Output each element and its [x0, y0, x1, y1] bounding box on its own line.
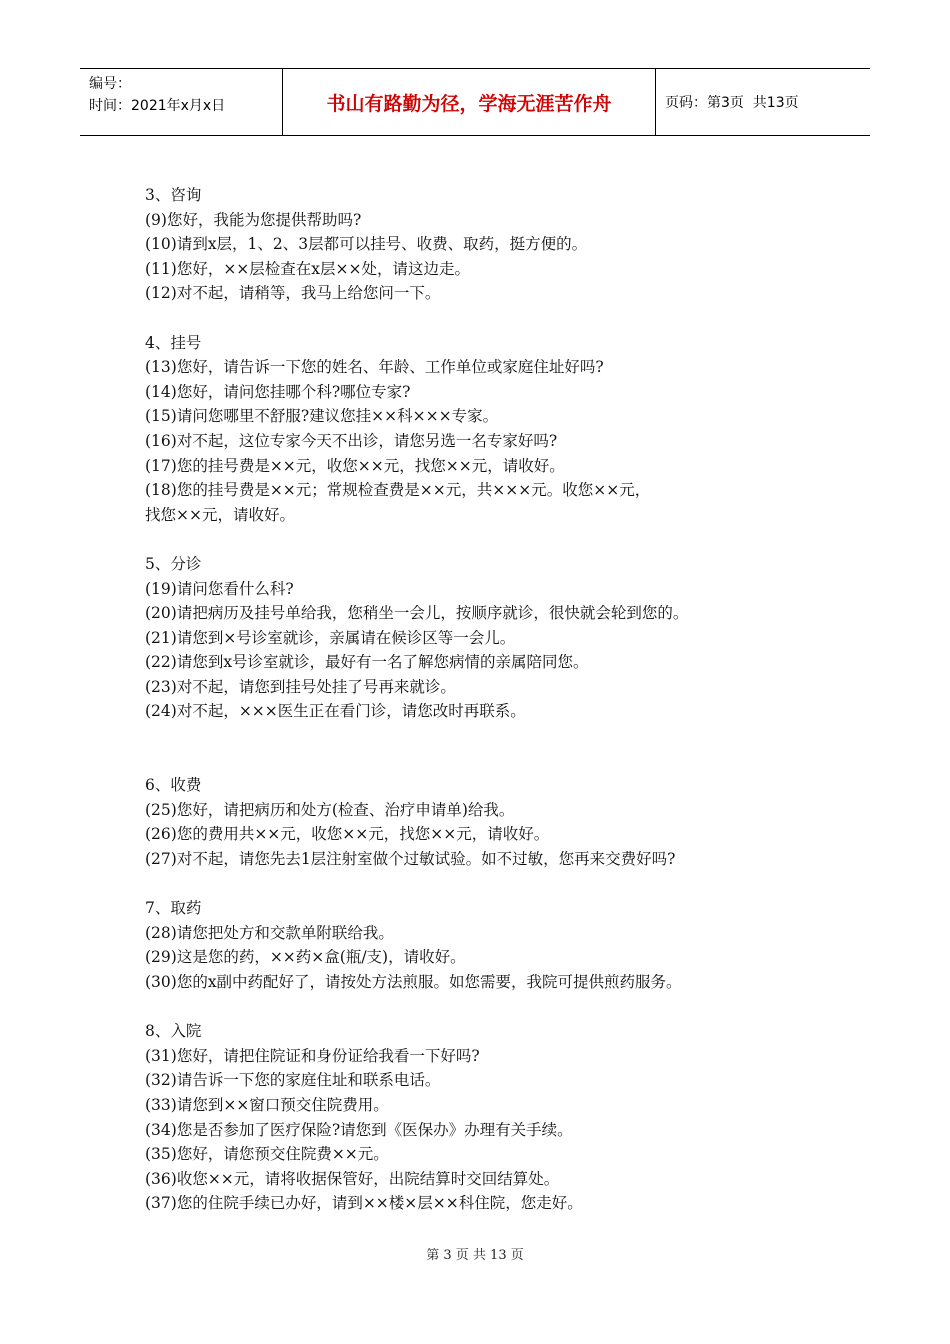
text-line: (12)对不起，请稍等，我马上给您问一下。: [145, 284, 441, 303]
text-line: (17)您的挂号费是××元，收您××元，找您××元，请收好。: [145, 456, 565, 475]
section-spacer: [145, 527, 835, 552]
section-spacer: [145, 724, 835, 773]
text-line: (16)对不起，这位专家今天不出诊，请您另选一名专家好吗?: [145, 431, 558, 450]
text-line: (27)对不起，请您先去1层注射室做个过敏试验。如不过敏，您再来交费好吗?: [145, 850, 676, 869]
header-motto: 书山有路勤为径，学海无涯苦作舟: [326, 92, 612, 115]
section-spacer: [145, 306, 835, 331]
document-date-label: 时间：2021年x月x日: [89, 98, 226, 114]
text-line: (36)收您××元，请将收据保管好，出院结算时交回结算处。: [145, 1169, 560, 1188]
text-line: (25)您好，请把病历和处方(检查、治疗申请单)给我。: [145, 800, 515, 819]
header-motto-cell: [283, 69, 656, 135]
text-line: (28)请您把处方和交款单附联给我。: [145, 923, 394, 942]
text-line: (29)这是您的药，××药×盒(瓶/支)，请收好。: [145, 948, 466, 967]
text-line: (18)您的挂号费是××元；常规检查费是××元，共×××元。收您××元，: [145, 481, 651, 500]
text-line: 找您××元，请收好。: [145, 505, 295, 524]
text-line: (14)您好，请问您挂哪个科?哪位专家?: [145, 382, 411, 401]
text-line: (19)请问您看什么科?: [145, 579, 294, 598]
section-title: 6、收费: [145, 776, 202, 795]
text-line: (20)请把病历及挂号单给我，您稍坐一会儿，按顺序就诊，很快就会轮到您的。: [145, 604, 689, 623]
text-line: (21)请您到×号诊室就诊，亲属请在候诊区等一会儿。: [145, 628, 516, 647]
section-spacer: [145, 872, 835, 897]
text-line: (13)您好，请告诉一下您的姓名、年龄、工作单位或家庭住址好吗?: [145, 358, 604, 377]
document-number-label: 编号：: [89, 76, 131, 92]
text-line: (22)请您到x号诊室就诊，最好有一名了解您病情的亲属陪同您。: [145, 653, 589, 672]
header-page-label: 页码：第3页 共13页: [665, 95, 799, 111]
page-footer: 第 3 页 共 13 页: [426, 1248, 524, 1263]
text-line: (37)您的住院手续已办好，请到××楼×层××科住院，您走好。: [145, 1194, 583, 1213]
header-page-cell: [656, 69, 870, 135]
section-title: 3、咨询: [145, 186, 202, 204]
text-line: (15)请问您哪里不舒服?建议您挂××科×××专家。: [145, 407, 499, 426]
text-line: (24)对不起，×××医生正在看门诊，请您改时再联系。: [145, 702, 526, 721]
text-line: (26)您的费用共××元，收您××元，找您××元，请收好。: [145, 825, 550, 844]
text-line: (33)请您到××窗口预交住院费用。: [145, 1095, 389, 1114]
page-header: [80, 68, 870, 136]
section-spacer: [145, 995, 835, 1020]
text-line: (23)对不起，请您到挂号处挂了号再来就诊。: [145, 677, 456, 696]
text-line: (34)您是否参加了医疗保险?请您到《医保办》办理有关手续。: [145, 1120, 573, 1139]
section-title: 5、分诊: [145, 554, 202, 573]
section-title: 4、挂号: [145, 333, 202, 352]
section-title: 8、入院: [145, 1022, 202, 1041]
document-body: [145, 183, 835, 1216]
text-line: (30)您的x副中药配好了，请按处方法煎服。如您需要，我院可提供煎药服务。: [145, 973, 682, 991]
text-line: (35)您好，请您预交住院费××元。: [145, 1145, 389, 1164]
section-title: 7、取药: [145, 899, 202, 918]
header-left-cell: [80, 69, 283, 135]
text-line: (32)请告诉一下您的家庭住址和联系电话。: [145, 1071, 441, 1090]
text-line: (31)您好，请把住院证和身份证给我看一下好吗?: [145, 1046, 480, 1065]
text-line: (9)您好，我能为您提供帮助吗?: [145, 210, 362, 229]
text-line: (11)您好，××层检查在x层××处，请这边走。: [145, 259, 471, 278]
text-line: (10)请到x层，1、2、3层都可以挂号、收费、取药，挺方便的。: [145, 235, 588, 254]
